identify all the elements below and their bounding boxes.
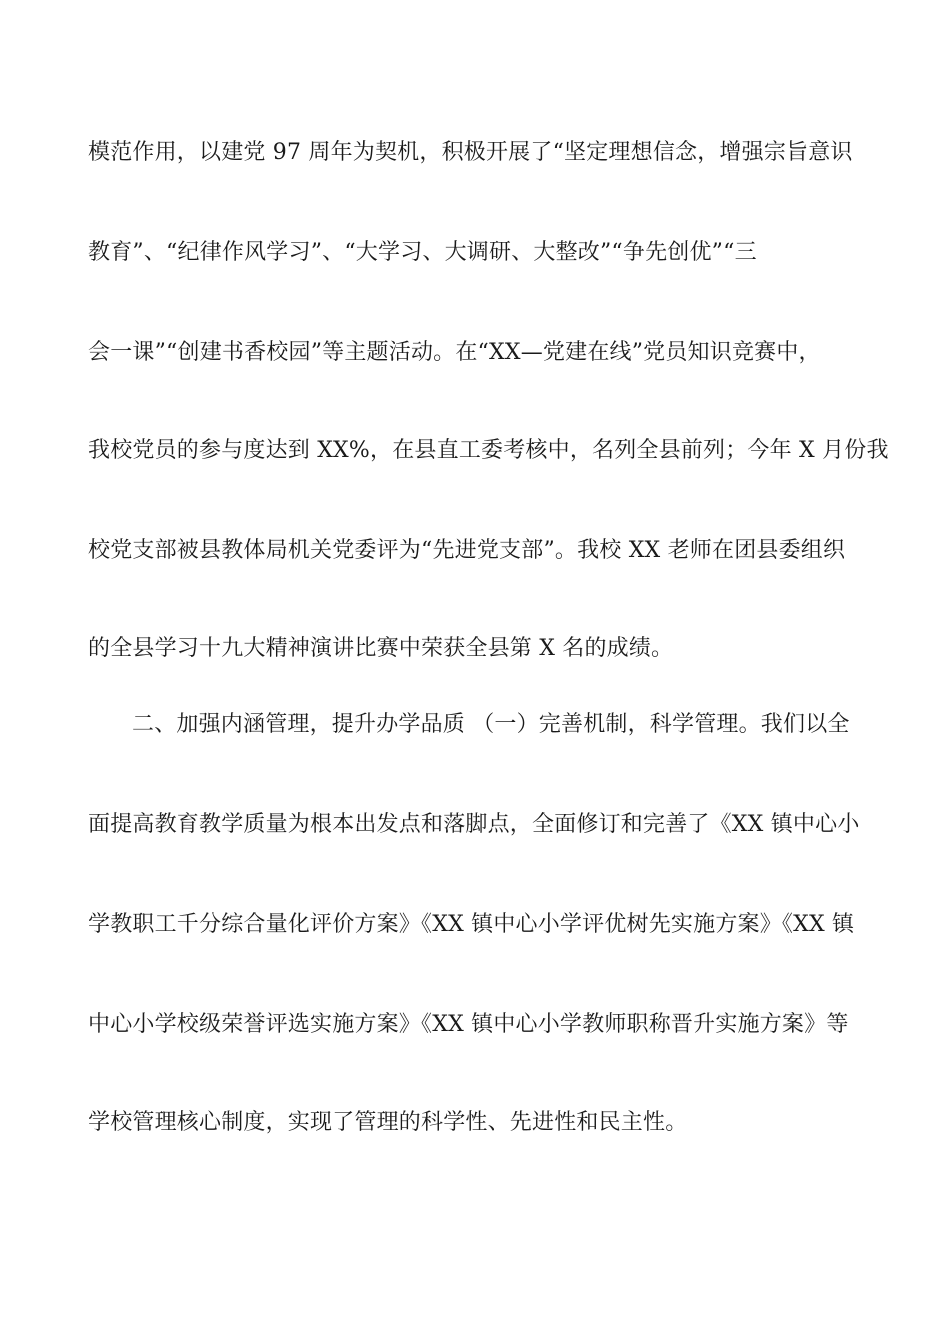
paragraph-line: 学教职工千分综合量化评价方案》《XX 镇中心小学评优树先实施方案》《XX 镇	[88, 912, 855, 937]
paragraph-line: 我校党员的参与度达到 XX%，在县直工委考核中，名列全县前列；今年 X 月份我	[88, 438, 889, 463]
section-heading-line: 二、加强内涵管理，提升办学品质 （一）完善机制，科学管理。我们以全	[132, 712, 850, 737]
paragraph-line: 模范作用，以建党 97 周年为契机，积极开展了“坚定理想信念，增强宗旨意识	[88, 140, 853, 165]
paragraph-line: 会一课”“创建书香校园”等主题活动。在“XX—党建在线”党员知识竞赛中，	[88, 340, 821, 365]
paragraph-line: 学校管理核心制度，实现了管理的科学性、先进性和民主性。	[88, 1110, 688, 1135]
paragraph-line: 教育”、“纪律作风学习”、“大学习、大调研、大整改”“争先创优”“三	[88, 240, 757, 265]
paragraph-line: 中心小学校级荣誉评选实施方案》《XX 镇中心小学教师职称晋升实施方案》等	[88, 1012, 849, 1037]
paragraph-line: 面提高教育教学质量为根本出发点和落脚点，全面修订和完善了《XX 镇中心小	[88, 812, 860, 837]
paragraph-line: 校党支部被县教体局机关党委评为“先进党支部”。我校 XX 老师在团县委组织	[88, 538, 846, 563]
paragraph-line: 的全县学习十九大精神演讲比赛中荣获全县第 X 名的成绩。	[88, 636, 674, 661]
